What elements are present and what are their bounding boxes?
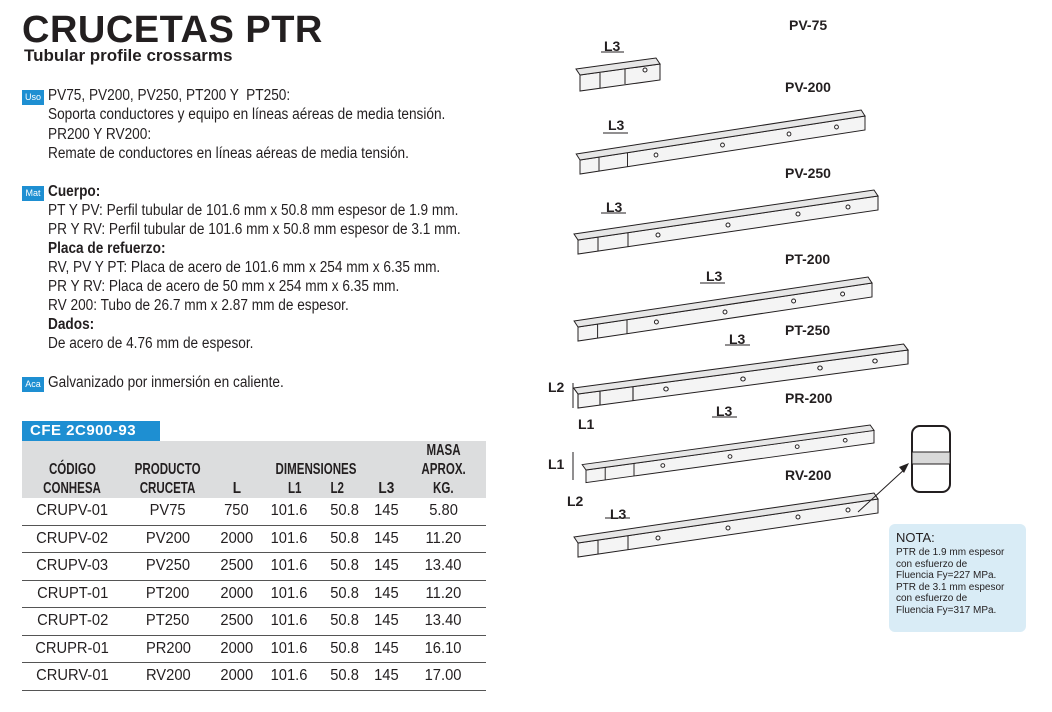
dados-heading: Dados: <box>48 316 95 333</box>
l3-label: L3 <box>716 403 733 419</box>
uso-line: Soporta conductores y equipo en líneas aéreas de media tensión. <box>48 106 446 123</box>
mat-tag: Mat <box>22 186 44 201</box>
table-cell: CRUPR-01 <box>22 635 122 663</box>
table-cell: 145 <box>372 498 401 525</box>
table-cell: CRUPV-01 <box>22 498 122 525</box>
diagram-pv75 <box>576 52 660 91</box>
note-title: NOTA: <box>896 530 935 545</box>
header-masa: MASA APROX. KG. <box>401 441 486 498</box>
cuerpo-heading: Cuerpo: <box>48 183 101 200</box>
table-cell: 2000 <box>214 525 260 553</box>
tube-section-band <box>912 452 950 464</box>
cuerpo-line: PR Y RV: Perfil tubular de 101.6 mm x 50.8 mm espesor de 3.1 mm. <box>48 221 461 238</box>
table-cell: 5.80 <box>401 498 486 525</box>
placa-line: PR Y RV: Placa de acero de 50 mm x 254 mm x 6.35 mm. <box>48 278 400 295</box>
table-cell: 101.6 <box>260 608 318 636</box>
dados-line: De acero de 4.76 mm de espesor. <box>48 335 254 352</box>
page-title: CRUCETAS PTR <box>22 9 323 51</box>
diagram-label: PT-250 <box>785 322 831 338</box>
l3-label: L3 <box>606 199 623 215</box>
cuerpo-line: PT Y PV: Perfil tubular de 101.6 mm x 50.8 mm espesor de 1.9 mm. <box>48 202 459 219</box>
table-cell: CRURV-01 <box>22 663 122 691</box>
table-cell: 145 <box>372 525 401 553</box>
placa-line: RV 200: Tubo de 26.7 mm x 2.87 mm de espesor. <box>48 297 349 314</box>
table-cell: 2000 <box>214 580 260 608</box>
table-cell: PV250 <box>122 553 213 581</box>
l3-label: L3 <box>608 117 625 133</box>
table-cell: 50.8 <box>317 553 371 581</box>
table-cell: 13.40 <box>401 553 486 581</box>
aca-line: Galvanizado por inmersión en caliente. <box>48 374 284 391</box>
header-dimensiones: DIMENSIONES L1 L2 <box>260 441 372 498</box>
table-cell: 750 <box>214 498 260 525</box>
table-cell: CRUPV-02 <box>22 525 122 553</box>
table-cell: 2500 <box>214 608 260 636</box>
detail-arrowhead <box>899 463 909 473</box>
header-producto: PRODUCTO CRUCETA <box>122 441 213 498</box>
note-body: PTR de 1.9 mm espesor con esfuerzo de Fluencia Fy=227 MPa. PTR de 3.1 mm espesor con esfuerzo de Fluencia Fy=317 MPa. <box>896 547 1005 616</box>
table-cell: 145 <box>372 663 401 691</box>
l2-label: L2 <box>567 493 584 509</box>
diagram-label: RV-200 <box>785 467 832 483</box>
l3-label: L3 <box>729 331 746 347</box>
table-cell: 50.8 <box>317 498 371 525</box>
table-cell: PT200 <box>122 580 213 608</box>
table-cell: PV200 <box>122 525 213 553</box>
table-cell: 11.20 <box>401 525 486 553</box>
diagram-label: PT-200 <box>785 251 831 267</box>
table-cell: RV200 <box>122 663 213 691</box>
table-cell: 11.20 <box>401 580 486 608</box>
diagram-pt250 <box>574 344 908 408</box>
table-cell: CRUPV-03 <box>22 553 122 581</box>
table-cell: 145 <box>372 608 401 636</box>
table-cell: 101.6 <box>260 498 318 525</box>
diagram-label: PV-200 <box>785 79 831 95</box>
table-cell: 2000 <box>214 635 260 663</box>
table-cell: 50.8 <box>317 663 371 691</box>
placa-line: RV, PV Y PT: Placa de acero de 101.6 mm x 254 mm x 6.35 mm. <box>48 259 441 276</box>
table-cell: 2000 <box>214 663 260 691</box>
aca-tag: Aca <box>22 377 44 392</box>
l1-label: L1 <box>548 456 565 472</box>
table-cell: CRUPT-01 <box>22 580 122 608</box>
diagram-rv200 <box>574 493 878 557</box>
table-cell: 50.8 <box>317 525 371 553</box>
table-cell: PT250 <box>122 608 213 636</box>
table-cell: 101.6 <box>260 663 318 691</box>
detail-arrow <box>858 468 906 512</box>
l1-label: L1 <box>578 416 595 432</box>
table-cell: 16.10 <box>401 635 486 663</box>
diagram-label: PV-250 <box>785 165 831 181</box>
table-cell: 101.6 <box>260 553 318 581</box>
header-l: L <box>214 441 260 498</box>
uso-tag: Uso <box>22 90 44 105</box>
l2-label: L2 <box>548 379 565 395</box>
uso-line: PV75, PV200, PV250, PT200 Y PT250: <box>48 87 291 104</box>
header-codigo: CÓDIGO CONHESA <box>22 441 122 498</box>
l3-label: L3 <box>610 506 627 522</box>
header-l3: L3 <box>372 441 401 498</box>
diagram-label: PV-75 <box>789 17 828 33</box>
table-cell: 50.8 <box>317 635 371 663</box>
placa-heading: Placa de refuerzo: <box>48 240 166 257</box>
uso-line: PR200 Y RV200: <box>48 126 152 143</box>
l3-label: L3 <box>604 38 621 54</box>
table-cell: CRUPT-02 <box>22 608 122 636</box>
l3-label: L3 <box>706 268 723 284</box>
table-cell: 101.6 <box>260 635 318 663</box>
table-cell: PR200 <box>122 635 213 663</box>
table-cell: 13.40 <box>401 608 486 636</box>
table-cell: 145 <box>372 635 401 663</box>
table-cell: 101.6 <box>260 525 318 553</box>
page-subtitle: Tubular profile crossarms <box>24 46 233 65</box>
uso-line: Remate de conductores en líneas aéreas de media tensión. <box>48 145 409 162</box>
table-cell: 101.6 <box>260 580 318 608</box>
diagram-label: PR-200 <box>785 390 833 406</box>
table-cell: 17.00 <box>401 663 486 691</box>
table-cell: PV75 <box>122 498 213 525</box>
table-cell: 50.8 <box>317 608 371 636</box>
table-cell: 145 <box>372 580 401 608</box>
standard-badge: CFE 2C900-93 <box>22 421 160 441</box>
table-cell: 145 <box>372 553 401 581</box>
table-cell: 2500 <box>214 553 260 581</box>
table-cell: 50.8 <box>317 580 371 608</box>
